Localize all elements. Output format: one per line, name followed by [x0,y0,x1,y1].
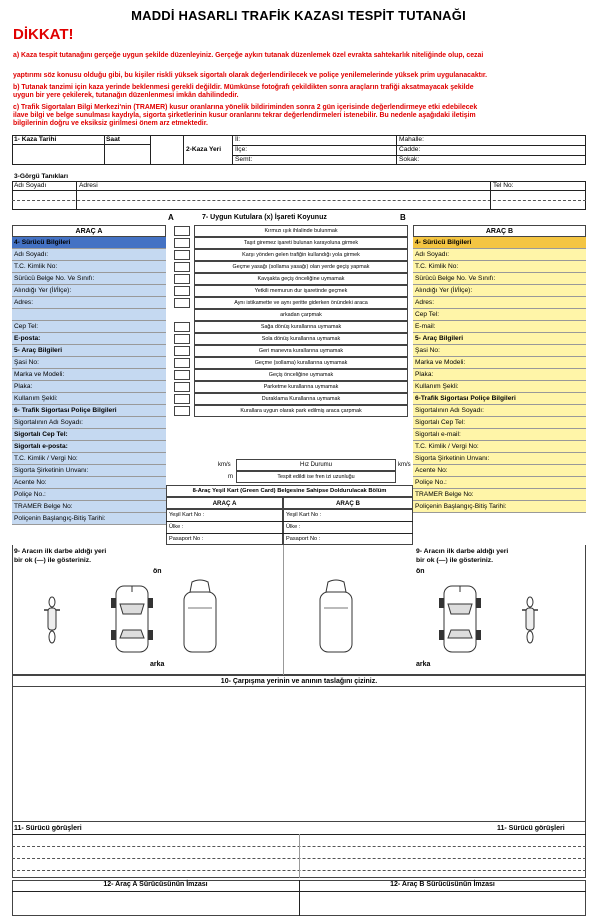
green-card-vehicle-a: ARAÇ A [166,497,283,509]
location-fields[interactable] [262,136,392,164]
warning-c-line2: ilave bilgi ve belge sunulması kaydıyla, sigorta şirketlerinin kusur oranlarını tekrar değerlendirmeleri istenebilir. Bu nedenle aşağıdaki iletişim [13,112,476,119]
violation-checkbox-b[interactable] [410,286,411,296]
violation-checkbox-a[interactable] [174,358,190,368]
street-label: Cadde: [399,146,421,153]
violation-checkbox-b[interactable] [410,394,411,404]
vehicle-b-row[interactable]: Acente No: [413,465,586,477]
vehicle-a-row[interactable]: Plaka: [12,381,166,393]
vehicle-b-row[interactable]: TRAMER Belge No: [413,489,586,501]
green-card-no-a: Yeşil Kart No : [169,512,205,518]
violation-item: Aynı istikamette ve aynı şeritte giderken önündeki araca [194,297,408,309]
accident-time-field[interactable] [106,146,148,162]
violation-item: Geçme (sollama) kurallarına uymamak [194,357,408,369]
vehicle-b-row[interactable]: Adı Soyadı: [413,249,586,261]
vehicle-a-row[interactable]: Adı Soyadı: [12,249,166,261]
violation-checkbox-a[interactable] [174,406,190,416]
marker-a: A [168,213,174,222]
violation-checkbox-b[interactable] [410,406,411,416]
comments-a-label: 11- Sürücü görüşleri [14,825,82,832]
front-label-a: ön [153,568,162,575]
violation-item: Taşıt giremez işareti bulunan karayoluna girmek [194,237,408,249]
violation-item: Parketme kurallarına uymamak [194,381,408,393]
warning-c-line3: bilgilerinin doğru ve eksiksiz girilmesi önem arz etmektedir. [13,120,208,127]
vehicle-a-row[interactable]: T.C. Kimlik / Vergi No: [12,453,166,465]
violation-checkbox-a[interactable] [174,382,190,392]
vehicle-b-row[interactable]: Şasi No: [413,345,586,357]
vehicle-b-row[interactable]: Marka ve Modeli: [413,357,586,369]
vehicle-b-row[interactable]: Sigorta Şirketinin Unvanı: [413,453,586,465]
impact-b-line2: bir ok (—) ile gösteriniz. [416,557,494,564]
vehicle-b-row[interactable]: Sürücü Belge No. Ve Sınıfı: [413,273,586,285]
violation-item: Yetkili memurun dur işaretinde geçmek [194,285,408,297]
violation-checkbox-b[interactable] [410,382,411,392]
brake-unit: m [228,474,233,480]
violation-checkbox-b[interactable] [410,358,411,368]
violation-item: Kavşakta geçiş önceliğine uymamak [194,273,408,285]
witnesses-heading: 3-Görgü Tanıkları [14,173,69,180]
violation-item: Kurallara uygun olarak park edilmiş araca çarpmak [194,405,408,417]
violation-checkbox-b[interactable] [410,370,411,380]
green-card-vehicle-b: ARAÇ B [283,497,413,509]
violation-item: Sağa dönüş kurallarına uymamak [194,321,408,333]
vehicle-a-row[interactable]: Sigorta Şirketinin Unvanı: [12,465,166,477]
vehicle-a-row[interactable]: Adres: [12,297,166,309]
vehicle-a-row[interactable]: E-posta: [12,333,166,345]
signature-a-field[interactable] [14,893,297,914]
vehicle-a-row[interactable]: Şasi No: [12,357,166,369]
vehicle-a-row[interactable]: TRAMER Belge No: [12,501,166,513]
speed-status-label: Hız Durumu [236,459,396,471]
vehicle-b-row[interactable]: 4- Sürücü Bilgileri [413,237,586,249]
vehicle-b-row[interactable]: Poliçenin Başlangıç-Bitiş Tarihi: [413,501,586,513]
impact-a-line2: bir ok (—) ile gösteriniz. [14,557,92,564]
violation-checkbox-a[interactable] [174,250,190,260]
speed-unit-right: km/s [398,462,411,468]
rear-label-a: arka [150,661,165,668]
violation-checkbox-a[interactable] [174,262,190,272]
vehicle-b-row[interactable]: E-mail: [413,321,586,333]
brake-mark-label: Tespit edildi ise fren izi uzunluğu [236,471,396,483]
violation-checkbox-a[interactable] [174,238,190,248]
violation-checkbox-b[interactable] [410,322,411,332]
area-label: Semt: [235,156,253,163]
sketch-area[interactable] [12,687,586,822]
vehicle-b-row[interactable]: 5- Araç Bilgileri [413,333,586,345]
witness-phone-label: Tel No: [493,182,514,189]
section7-title: 7- Uygun Kutulara (x) İşareti Koyunuz [202,214,327,221]
violation-checkbox-a[interactable] [174,346,190,356]
witness-address-label: Adresi [79,182,98,189]
vehicle-a-row[interactable]: Sigortalı Cep Tel: [12,429,166,441]
violation-checkbox-b[interactable] [410,274,411,284]
warning-heading: DİKKAT! [13,26,74,43]
vehicle-b-row[interactable]: Sigortalının Adı Soyadı: [413,405,586,417]
violation-checkbox-b[interactable] [410,250,411,260]
vehicle-a-row[interactable]: Poliçenin Başlangıç-Bitiş Tarihi: [12,513,166,525]
violation-checkbox-a[interactable] [174,298,190,308]
vehicle-a-row[interactable]: Poliçe No.: [12,489,166,501]
vehicle-b-row[interactable]: Adres: [413,297,586,309]
vehicle-b-header: ARAÇ B [413,225,586,237]
comments-b-label: 11- Sürücü görüşleri [497,825,565,832]
accident-time-label: Saat [106,136,120,143]
vehicle-a-row[interactable]: Marka ve Modeli: [12,369,166,381]
vehicle-a-row[interactable]: Cep Tel: [12,321,166,333]
vehicle-b-row[interactable]: Cep Tel: [413,309,586,321]
address-fields[interactable] [432,136,584,164]
front-label-b: ön [416,568,425,575]
vehicle-a-row[interactable]: 5- Araç Bilgileri [12,345,166,357]
passport-b: Pasaport No : [286,536,321,542]
violation-checkbox-b[interactable] [410,334,411,344]
violation-checkbox-b[interactable] [410,298,411,308]
signature-b-field[interactable] [301,893,584,914]
marker-b: B [400,213,406,222]
car-a-side-icon[interactable] [180,578,220,658]
vehicle-a-row[interactable]: T.C. Kimlik No: [12,261,166,273]
violation-checkbox-a[interactable] [174,226,190,236]
impact-a-line1: 9- Aracın ilk darbe aldığı yeri [14,548,107,555]
signature-a-label: 12- Araç A Sürücüsünün İmzası [103,881,208,888]
warning-c-line1: c) Trafik Sigortaları Bilgi Merkezi'nin (TRAMER) kusur oranlarına yönelik bildiriminden sonra 2 gün içerisinde değerlendirmeye etki edebilecek [13,104,478,111]
neighborhood-label: Mahalle: [399,136,424,143]
motorcycle-b-icon[interactable] [520,596,540,644]
warning-a-line1: a) Kaza tespit tutanağını gerçeğe uygun şekilde düzenleyiniz. Gerçeğe aykırı tutanak düzenlemek özel evrakta sahtekarlık niteliğinde olup, cezai [13,52,484,59]
country-b: Ülke : [286,524,301,530]
vehicle-b-row[interactable]: Kullanım Şekli: [413,381,586,393]
violation-checkbox-a[interactable] [174,274,190,284]
vehicle-a-row[interactable] [12,309,166,321]
signature-b-label: 12- Araç B Sürücüsünün İmzası [390,881,495,888]
violation-item: Kırmızı ışık ihlalinde bulunmak [194,225,408,237]
violation-item: Geçiş önceliğine uymamak [194,369,408,381]
vehicle-a-row[interactable]: Sigortalının Adı Soyadı: [12,417,166,429]
vehicle-b-row[interactable]: T.C. Kimlik / Vergi No: [413,441,586,453]
vehicle-b-row[interactable]: 6-Trafik Sigortası Poliçe Bilgileri [413,393,586,405]
comments-a-field[interactable] [14,836,297,876]
alley-label: Sokak: [399,156,420,163]
warning-a-line2: yaptırımı söz konusu olduğu gibi, bu kişiler riskli yüksek sigortalı olarak değerlendirilecek ve poliçe yenilemelerinde yüksek prim uygulanacaktır. [13,72,488,79]
violation-item: Sola dönüş kurallarına uymamak [194,333,408,345]
violation-checkbox-a[interactable] [174,334,190,344]
vehicle-b-row[interactable]: Plaka: [413,369,586,381]
accident-date-field[interactable] [14,146,102,162]
violation-checkbox-a[interactable] [174,394,190,404]
car-b-side-icon[interactable] [316,578,356,658]
violation-checkbox-a[interactable] [174,322,190,332]
accident-date-label: 1- Kaza Tarihi [14,136,57,143]
vehicle-b-row[interactable]: Sigortalı e-mail: [413,429,586,441]
district-label: İlçe: [235,146,248,153]
accident-place-label: 2-Kaza Yeri [186,146,222,153]
vehicle-a-row[interactable]: 6- Trafik Sigortası Poliçe Bilgileri [12,405,166,417]
vehicle-a-header: ARAÇ A [12,225,166,237]
form-title: MADDİ HASARLI TRAFİK KAZASI TESPİT TUTANAĞI [131,8,466,23]
comments-b-field[interactable] [301,836,584,876]
vehicle-a-row[interactable]: Acente No: [12,477,166,489]
violation-checkbox-b[interactable] [410,346,411,356]
city-label: İl: [235,136,241,143]
vehicle-b-row[interactable]: T.C. Kimlik No: [413,261,586,273]
witness-name-label: Adı Soyadı [14,182,47,189]
green-card-title: 8-Araç Yeşil Kart (Green Card) Belgesine Sahipse Doldurulacak Bölüm [166,485,413,497]
country-a: Ülke : [169,524,184,530]
violation-checkbox-b[interactable] [410,226,411,236]
sketch-title: 10- Çarpışma yerinin ve anının taslağını çiziniz. [12,675,586,687]
green-card-no-b: Yeşil Kart No : [286,512,322,518]
vehicle-b-row[interactable]: Poliçe No.: [413,477,586,489]
motorcycle-a-icon[interactable] [42,596,62,644]
vehicle-b-row[interactable]: Alındığı Yer (İl/İlçe): [413,285,586,297]
passport-a: Pasaport No : [169,536,204,542]
violation-checkbox-a[interactable] [174,286,190,296]
violation-item: Geri manevra kurallarına uymamak [194,345,408,357]
violation-item: Duraklama Kurallarına uymamak [194,393,408,405]
vehicle-a-row[interactable]: 4- Sürücü Bilgileri [12,237,166,249]
violation-item: Karşı yönden gelen trafiğin kullandığı yola girmek [194,249,408,261]
violation-checkbox-b[interactable] [410,262,411,272]
warning-b-line1: b) Tutanak tanzimi için kaza yerinde beklenmesi gerekli değildir. Mümkünse fotoğrafı çekildikten sonra araçların trafiği aksatmayacak şekilde [13,84,474,91]
car-a-top-icon[interactable] [110,584,154,654]
impact-b-line1: 9- Aracın ilk darbe aldığı yeri [416,548,509,555]
witness-entries[interactable] [14,191,584,209]
violation-checkbox-a[interactable] [174,370,190,380]
vehicle-a-row[interactable]: Sigortalı e-posta: [12,441,166,453]
vehicle-a-row[interactable]: Sürücü Belge No. Ve Sınıfı: [12,273,166,285]
warning-b-line2: uygun bir yere çekilerek, tutanağın düzenlenmesi imkân dahilindedir. [13,92,239,99]
speed-a-field[interactable] [166,459,216,471]
vehicle-a-row[interactable]: Kullanım Şekli: [12,393,166,405]
vehicle-b-row[interactable]: Sigortalı Cep Tel: [413,417,586,429]
rear-label-b: arka [416,661,431,668]
speed-unit-left: km/s [218,462,231,468]
violation-item: Geçme yasağı (sollama yasağı) olan yerde geçiş yapmak [194,261,408,273]
violation-item: arkadan çarpmak [194,309,408,321]
car-b-top-icon[interactable] [438,584,482,654]
violation-checkbox-b[interactable] [410,238,411,248]
vehicle-a-row[interactable]: Alındığı Yer (İl/İlçe): [12,285,166,297]
